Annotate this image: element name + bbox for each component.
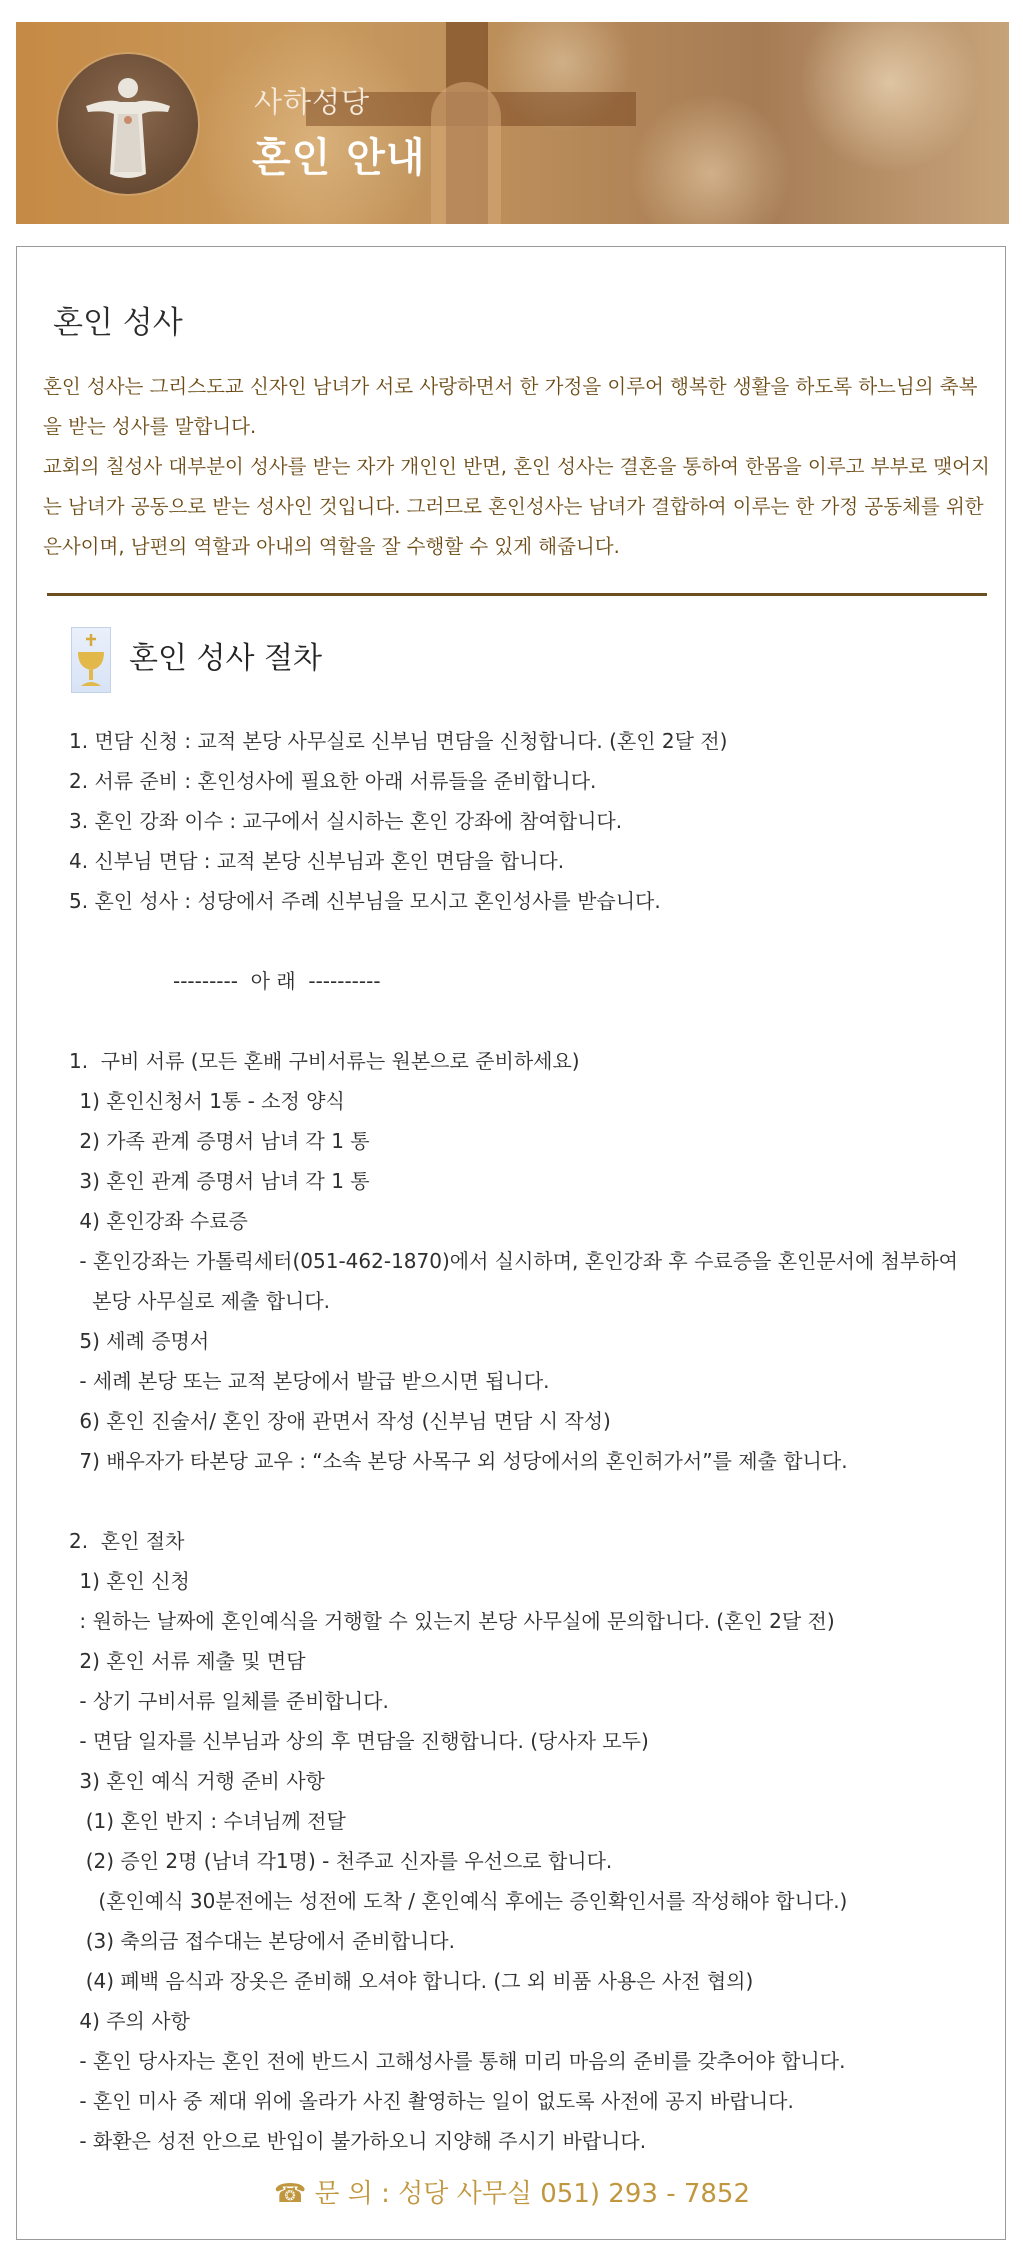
documents-item: 5) 세례 증명서 bbox=[73, 1329, 210, 1353]
procedure-heading: 혼인 성사 절차 bbox=[129, 641, 322, 676]
documents-item: 2) 가족 관계 증명서 남녀 각 1 통 bbox=[73, 1129, 370, 1153]
procedure-step-1: 1. 면담 신청 : 교적 본당 사무실로 신부님 면담을 신청합니다. (혼인 2달 전) bbox=[69, 729, 728, 753]
documents-item: 본당 사무실로 제출 합니다. bbox=[73, 1289, 331, 1313]
marriage-procedure-item: (3) 축의금 접수대는 본당에서 준비합니다. bbox=[73, 1929, 455, 1953]
documents-item: 4) 혼인강좌 수료증 bbox=[73, 1209, 248, 1233]
marriage-procedure-item: (4) 폐백 음식과 장옷은 준비해 오셔야 합니다. (그 외 비품 사용은 사전 협의) bbox=[73, 1969, 754, 1993]
documents-item: - 세례 본당 또는 교적 본당에서 발급 받으시면 됩니다. bbox=[73, 1369, 550, 1393]
documents-item: 7) 배우자가 타본당 교우 : “소속 본당 사목구 외 성당에서의 혼인허가서”를 제출 합니다. bbox=[73, 1449, 848, 1473]
procedure-step-3: 3. 혼인 강좌 이수 : 교구에서 실시하는 혼인 강좌에 참여합니다. bbox=[69, 809, 623, 833]
marriage-procedure-item: - 상기 구비서류 일체를 준비합니다. bbox=[73, 1689, 389, 1713]
marriage-procedure-item: - 화환은 성전 안으로 반입이 불가하오니 지양해 주시기 바랍니다. bbox=[73, 2129, 647, 2153]
contact-info bbox=[17, 2173, 1007, 2210]
header-banner bbox=[16, 22, 1009, 224]
intro-paragraph-2: 교회의 칠성사 대부분이 성사를 받는 자가 개인인 반면, 혼인 성사는 결혼을 통하여 한몸을 이루고 부부로 맺어지는 남녀가 공동으로 받는 성사인 것입니다. 그러므로 혼인성사는 남녀가 결합하여 이루는 한 가정 공동체를 위한 은사이며, 남편의 역할과 아내의 역할을 잘 수행할 수 있게 해줍니다. bbox=[43, 455, 990, 558]
documents-item: - 혼인강좌는 가톨릭세터(051-462-1870)에서 실시하며, 혼인강좌 후 수료증을 혼인문서에 첨부하여 bbox=[73, 1249, 958, 1273]
sacrament-heading: 혼인 성사 bbox=[53, 305, 183, 341]
documents-heading: 1. 구비 서류 (모든 혼배 구비서류는 원본으로 준비하세요) bbox=[69, 1049, 580, 1073]
procedure-step-5: 5. 혼인 성사 : 성당에서 주례 신부님을 모시고 혼인성사를 받습니다. bbox=[69, 889, 661, 913]
content-box bbox=[16, 246, 1006, 2240]
marriage-procedure-item: (2) 증인 2명 (남녀 각1명) - 천주교 신자를 우선으로 합니다. bbox=[73, 1849, 613, 1873]
marriage-procedure-item: (1) 혼인 반지 : 수녀님께 전달 bbox=[73, 1809, 346, 1833]
banner-subtitle: 사하성당 bbox=[254, 85, 371, 119]
banner-title: 혼인 안내 bbox=[252, 135, 426, 181]
marriage-procedure-item: - 혼인 미사 중 제대 위에 올라가 사진 촬영하는 일이 없도록 사전에 공지 바랍니다. bbox=[73, 2089, 794, 2113]
marriage-procedure-item: : 원하는 날짜에 혼인예식을 거행할 수 있는지 본당 사무실에 문의합니다. (혼인 2달 전) bbox=[73, 1609, 835, 1633]
contact-text: 문 의 : 성당 사무실 051) 293 - 7852 bbox=[314, 2179, 751, 2209]
phone-icon: ☎ bbox=[273, 2179, 307, 2209]
below-separator: --------- 아 래 ---------- bbox=[173, 969, 381, 993]
procedure-step-4: 4. 신부님 면담 : 교적 본당 신부님과 혼인 면담을 합니다. bbox=[69, 849, 565, 873]
marriage-procedure-item: - 혼인 당사자는 혼인 전에 반드시 고해성사를 통해 미리 마음의 준비를 갖추어야 합니다. bbox=[73, 2049, 846, 2073]
marriage-procedure-item: (혼인예식 30분전에는 성전에 도착 / 혼인예식 후에는 증인확인서를 작성해야 합니다.) bbox=[73, 1889, 848, 1913]
chalice-icon bbox=[71, 627, 111, 693]
marriage-procedure-item: 4) 주의 사항 bbox=[73, 2009, 190, 2033]
banner-figure bbox=[431, 82, 501, 224]
procedure-step-2: 2. 서류 준비 : 혼인성사에 필요한 아래 서류들을 준비합니다. bbox=[69, 769, 597, 793]
documents-item: 1) 혼인신청서 1통 - 소정 양식 bbox=[73, 1089, 345, 1113]
intro-paragraph-1: 혼인 성사는 그리스도교 신자인 남녀가 서로 사랑하면서 한 가정을 이루어 행복한 생활을 하도록 하느님의 축복을 받는 성사를 말합니다. bbox=[43, 375, 978, 438]
intro-text bbox=[43, 367, 993, 567]
documents-item: 3) 혼인 관계 증명서 남녀 각 1 통 bbox=[73, 1169, 370, 1193]
marriage-procedure-item: - 면담 일자를 신부님과 상의 후 면담을 진행합니다. (당사자 모두) bbox=[73, 1729, 649, 1753]
marriage-procedure-item: 2) 혼인 서류 제출 및 면담 bbox=[73, 1649, 306, 1673]
marriage-procedure-item: 3) 혼인 예식 거행 준비 사항 bbox=[73, 1769, 325, 1793]
jesus-statue-medallion bbox=[58, 54, 198, 194]
marriage-procedure-item: 1) 혼인 신청 bbox=[73, 1569, 190, 1593]
jesus-statue-icon bbox=[58, 54, 198, 194]
marriage-procedure-heading: 2. 혼인 절차 bbox=[69, 1529, 185, 1553]
documents-item: 6) 혼인 진술서/ 혼인 장애 관면서 작성 (신부님 면담 시 작성) bbox=[73, 1409, 611, 1433]
section-divider bbox=[47, 593, 987, 596]
